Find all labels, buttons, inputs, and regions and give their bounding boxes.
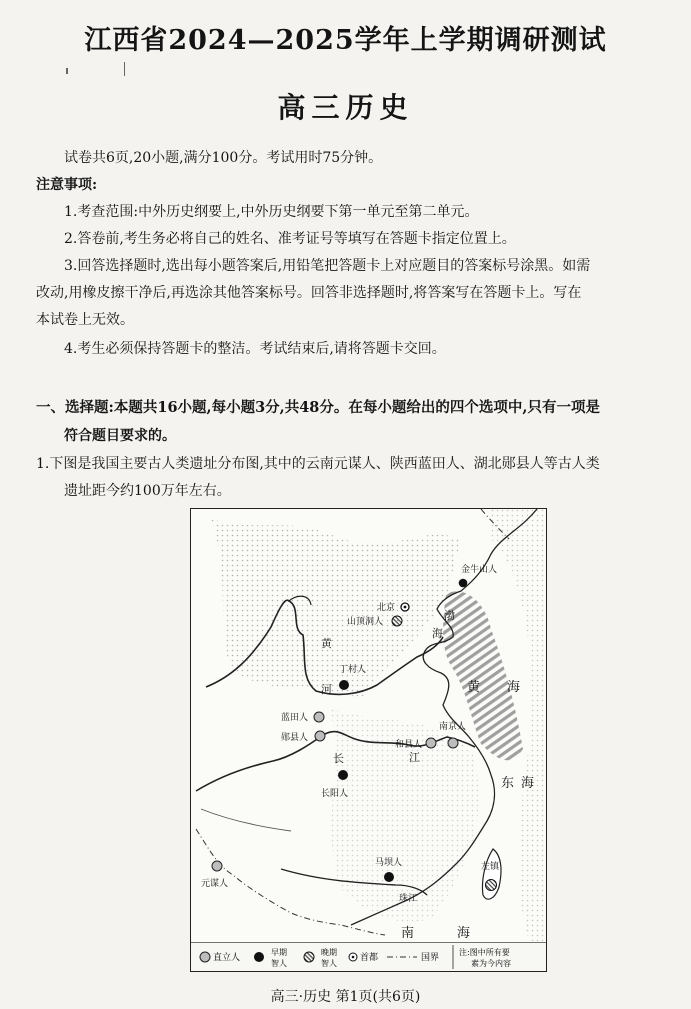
legend-border-label: 国界 [421, 953, 440, 963]
map-canvas [191, 509, 546, 971]
yangtze-bend [201, 809, 291, 831]
note-item-2: 2.答卷前,考生务必将自己的姓名、准考证号等填写在答题卡指定位置上。 [64, 231, 516, 247]
exam-intro: 试卷共6页,20小题,满分100分。考试用时75分钟。 [64, 150, 383, 166]
legend-note-line-2: 素为今内容 [471, 959, 511, 968]
note-item-4: 4.考生必须保持答题卡的整洁。考试结束后,请将答题卡交回。 [64, 341, 446, 357]
pearl-river-label: 珠江 [399, 894, 418, 904]
yellow-sea-label-2: 海 [507, 680, 521, 695]
south-sea-label-2: 海 [457, 926, 471, 941]
legend-capital-label: 首都 [360, 953, 379, 963]
section-heading-line-1: 一、选择题:本题共16小题,每小题3分,共48分。在每小题给出的四个选项中,只有一项是 [36, 399, 600, 416]
yangtze-label-1: 长 [333, 752, 344, 765]
legend-zhili-marker [200, 952, 210, 962]
beijing-marker-dot [404, 606, 407, 609]
beijing-label: 北京 [377, 603, 396, 613]
hexian-marker [426, 738, 436, 748]
yellow-river-label-1: 黄 [321, 637, 332, 650]
east-sea-label-2: 海 [521, 776, 535, 791]
question-1-line-2: 遗址距今约100万年左右。 [64, 483, 231, 499]
nanjing-label: 南京人 [439, 722, 467, 732]
yuanmou-label: 元谋人 [201, 879, 229, 889]
exam-title: 江西省2024—2025学年上学期调研测试 [84, 25, 607, 56]
legend-late-label-2: 智人 [321, 959, 337, 968]
note-item-3-line-1: 3.回答选择题时,选出每小题答案后,用铅笔把答题卡上对应题目的答案标号涂黑。如需 [64, 258, 591, 274]
note-item-3-line-3: 本试卷上无效。 [36, 312, 134, 328]
legend-note-line-1: 注:图中所有要 [459, 948, 510, 957]
bohai-label-1: 渤 [444, 609, 455, 622]
yunxian-marker [315, 731, 325, 741]
legend-early-label-1: 早期 [271, 948, 287, 957]
legend-late-marker [304, 952, 314, 962]
jinniushan-marker [459, 579, 468, 588]
legend-early-marker [254, 952, 264, 962]
legend-early-label-2: 智人 [271, 959, 287, 968]
scan-mark [66, 68, 68, 74]
maba-marker [384, 872, 394, 882]
yellow-river-label-2: 河 [321, 683, 332, 696]
bohai-label-2: 海 [432, 627, 443, 640]
nanjing-marker [448, 738, 458, 748]
yuanmou-marker [212, 861, 222, 871]
zuozhen-marker [486, 880, 497, 891]
yunxian-label: 郧县人 [281, 733, 309, 743]
yellow-sea-area [443, 591, 523, 760]
page-footer: 高三·历史 第1页(共6页) [270, 989, 421, 1005]
scan-mark [124, 62, 125, 76]
yellow-sea-label-1: 黄 [467, 680, 481, 695]
yangtze-label-2: 江 [409, 751, 420, 764]
note-item-1: 1.考查范围:中外历史纲要上,中外历史纲要下第一单元至第二单元。 [64, 204, 479, 220]
shandingdong-marker [392, 616, 402, 626]
south-sea-label-1: 南 [401, 926, 415, 941]
zuozhen-label: 左镇 [481, 862, 500, 872]
subject-title: 高三历史 [277, 91, 414, 124]
taiwan-island [482, 849, 501, 899]
section-heading-line-2: 符合题目要求的。 [64, 428, 176, 444]
jinniushan-label: 金牛山人 [461, 565, 498, 575]
lantian-label: 蓝田人 [281, 713, 309, 723]
notes-heading: 注意事项: [36, 177, 98, 193]
legend-late-label-1: 晚期 [321, 948, 337, 957]
question-1-line-1: 1.下图是我国主要古人类遗址分布图,其中的云南元谋人、陕西蓝田人、湖北郧县人等古人类 [36, 456, 600, 472]
legend-capital-dot [352, 956, 355, 959]
dingcun-marker [339, 680, 349, 690]
east-sea-label-1: 东 [501, 776, 515, 791]
changyang-marker [338, 770, 348, 780]
note-item-3-line-2: 改动,用橡皮擦干净后,再选涂其他答案标号。回答非选择题时,将答案写在答题卡上。写在 [36, 285, 582, 301]
maba-label: 马坝人 [375, 858, 403, 868]
changyang-label: 长阳人 [321, 789, 349, 799]
map-legend [191, 943, 546, 971]
dingcun-label: 丁村人 [339, 665, 367, 675]
hexian-label: 和县人 [395, 740, 423, 750]
lantian-marker [314, 712, 324, 722]
archaeological-site-map [190, 508, 547, 972]
legend-zhili-label: 直立人 [213, 953, 241, 963]
shandingdong-label: 山顶洞人 [347, 617, 384, 627]
